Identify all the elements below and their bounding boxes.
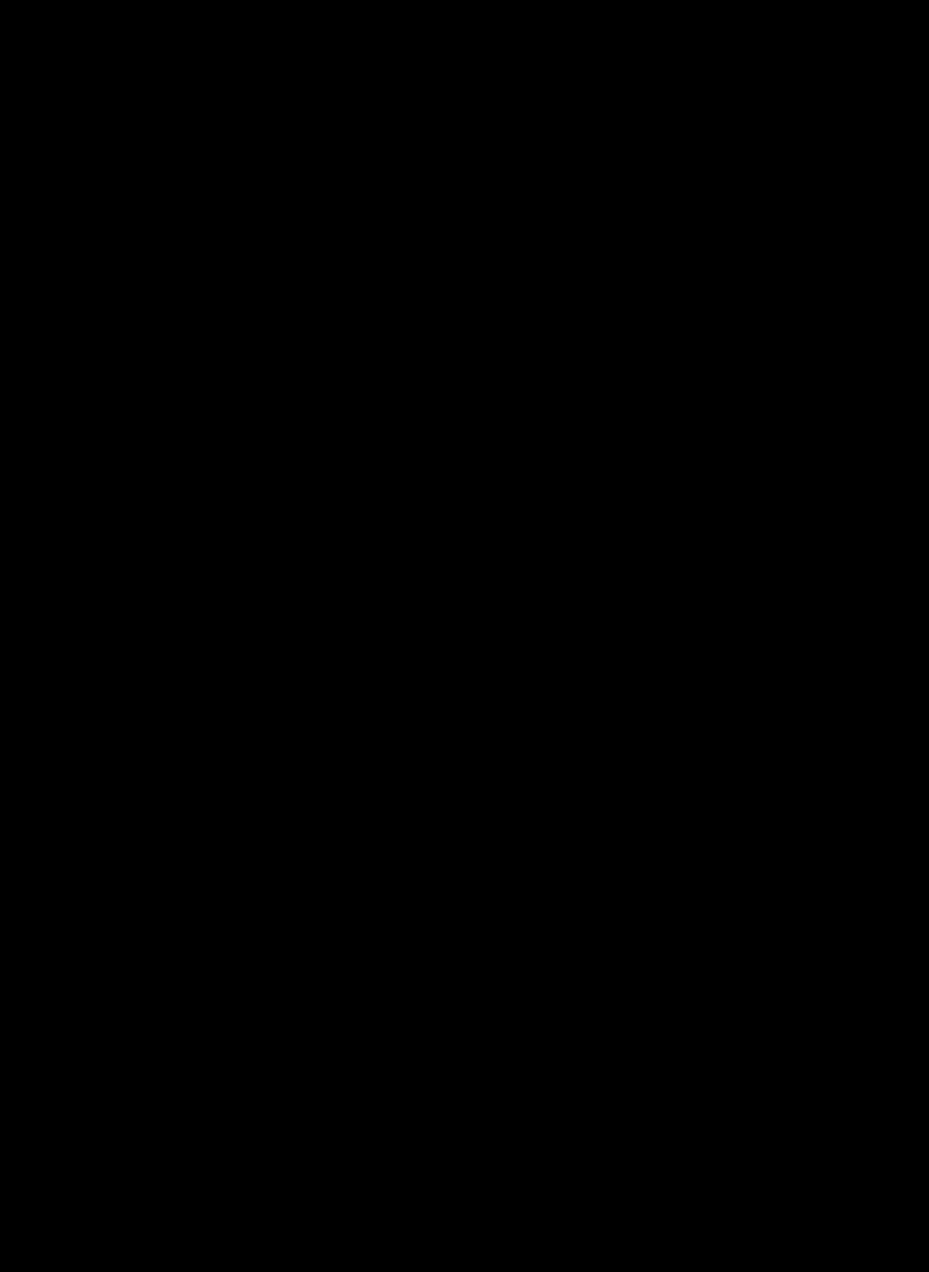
table-cell: Investointien tulorahoitus [5, 1206, 95, 1246]
table-cell: Vesihuoltolaitosten maksut, vvy:n raportit, toim.joht. [462, 955, 619, 1018]
table-cell: Ammatill. suunt. 1-2 päivää/vuosi [252, 728, 394, 768]
column-header: Arviointi (Tilinpäätös) [695, 1159, 860, 1176]
table-cell: tilinpäätösteksti [732, 210, 842, 227]
table-cell: toim.joht., esimies [484, 728, 613, 745]
table-cell: tilinpäätösteksti. [711, 1206, 825, 1223]
column-header: Tavoite/Mittari [11, 533, 119, 550]
table-cell: Viranomais- ja omavalvonta, käyttöinsinööri [496, 210, 599, 273]
table-cell: toim.joht., esimies [485, 581, 614, 598]
table-cell: Asiakaspalautteen rekisteröinti, suunnitteluyksikkö [494, 331, 625, 394]
table-cell: Maan keskitaso +/- 15 % [258, 955, 393, 995]
section-subheading: Tehokas ja tarkoituksenmukainen organisaatio [8, 855, 364, 872]
section-subheading: Oppiva ja hyvinvoiva henkilöstö [9, 629, 253, 646]
section-subheading: Tasapainoinen talous [5, 1107, 168, 1124]
section-subheading: Palveluiden saatavuus ja laatu [13, 111, 245, 128]
table-cell: Myönteinen kehitys Myönteinen kehitys [256, 329, 393, 369]
column-header: Tavoite/Mittari [13, 161, 121, 178]
table-cell: Asiakasmaksut [6, 954, 114, 971]
section-heading: HENKILÖSTÖ [11, 428, 136, 449]
column-header: Toteutustapa Vastuussa oleva [496, 161, 621, 201]
column-header: Tavoite/Mittarit [5, 1157, 118, 1174]
column-header: Tavoitetaso 2018 min - real - max [252, 679, 380, 719]
table-cell: tilinpäätösteksti [723, 728, 833, 745]
table-cell: Veden laatu [13, 210, 98, 227]
table-cell: tilinpäätösteksti. [716, 956, 830, 973]
table-cell: 8 kertaa/vuosi [254, 581, 354, 598]
table-cell: Laatuvaatimukset ja - suositukset (stm 461/2000 ja 442/2014) [258, 210, 419, 273]
column-header: Arviointi (Tilinpäätös) [705, 907, 870, 924]
section-heading: RESURSSIT JA TALOUS [5, 1053, 225, 1074]
document-title: VALTUUSTOON NÄHDEN SITOVAT TAVOITTEET [27, 3, 461, 24]
column-header: Toteutustapa Vastuussa oleva [463, 907, 588, 947]
section-heading: PALVELUIDEN JÄRJESTÄMINEN JA TUOTANTOTAVAT [9, 801, 502, 822]
table-cell: Tilinpäätös, toim.joht. [464, 1206, 546, 1246]
table-cell: Veden toimituskatkot Viemärin toimintahäiriöt [11, 329, 178, 369]
column-header: Toteutustapa Vastuussa oleva [485, 533, 610, 573]
column-header: Tavoitetaso 2018 min - real - max [258, 161, 386, 201]
column-header: Tavoitetaso 2018 min - real - max [258, 907, 386, 947]
section-heading: ASIAKAS JA KUNTALAINEN [13, 58, 269, 79]
table-cell: tili [724, 581, 740, 598]
column-header: Toteutustapa Vastuussa oleva [465, 1159, 590, 1199]
column-header: Tavoitetaso 2018 min - real - max [237, 1159, 365, 1199]
column-header: Arviointi (Tilinpäätös) [707, 533, 872, 550]
table-cell: Suurempi kuin 100 % 10 vuoden tarkastelujaksolla [237, 1206, 390, 1269]
section-subheading: Tavoitteellinen ja hyvä johtajuus [11, 483, 257, 500]
table-cell: T ikkakokoukset [11, 581, 157, 598]
column-header: Arviointi (Tilinpäätös) [706, 679, 871, 696]
column-header: Tavoite/Mittari [9, 679, 117, 696]
column-header: Arviointi (Tilinpäätös) [715, 161, 880, 178]
column-header: Tavoitetaso 2018 min - real - max [254, 533, 382, 573]
table-cell: Henkilökoulutuksen määrä a kohdentum [9, 728, 156, 768]
column-header: Toteutustapa Vastuussa oleva [484, 679, 609, 719]
column-header: Tavoite/Mittari [8, 905, 116, 922]
